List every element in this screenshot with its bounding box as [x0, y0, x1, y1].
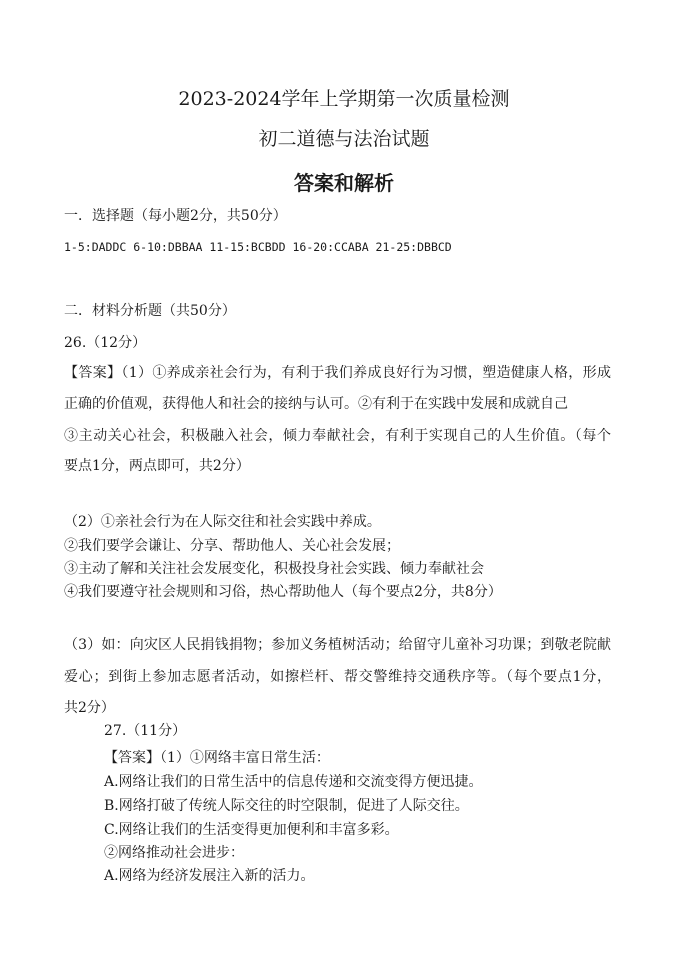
- q27-answer-line: A.网络为经济发展注入新的活力。: [104, 868, 315, 884]
- q27-answer-line: ②网络推动社会进步：: [104, 845, 244, 861]
- q26-answer-line: 爱心；到街上参加志愿者活动，如擦栏杆、帮交警维持交通秩序等。（每个要点1分，: [64, 669, 611, 685]
- exam-subtitle: 初二道德与法治试题: [258, 128, 430, 150]
- q26-answer-line: ③主动关心社会，积极融入社会，倾力奉献社会，有利于实现自己的人生价值。（每个: [64, 428, 611, 444]
- choice-section-title: 一．选择题（每小题2分，共50分）: [64, 208, 287, 224]
- q27-answer-line: 【答案】（1）①网络丰富日常生活：: [104, 750, 330, 766]
- q26-answer-line: ②我们要学会谦让、分享、帮助他人、关心社会发展；: [64, 538, 400, 554]
- material-section-title: 二．材料分析题（共50分）: [64, 303, 236, 319]
- q26-answer-line: 【答案】（1）①养成亲社会行为，有利于我们养成良好行为习惯，塑造健康人格，形成: [64, 365, 611, 381]
- q27-answer-line: A.网络让我们的日常生活中的信息传递和交流变得方便迅捷。: [104, 774, 483, 790]
- exam-title: 2023-2024学年上学期第一次质量检测: [178, 88, 510, 110]
- q26-answer-line: 要点1分，两点即可，共2分）: [64, 458, 250, 474]
- q26-answer-line: （3）如：向灾区人民捐钱捐物；参加义务植树活动；给留守儿童补习功课；到敬老院献: [64, 637, 611, 653]
- q27-answer-line: B.网络打破了传统人际交往的时空限制，促进了人际交往。: [104, 798, 469, 814]
- q26-label: 26.（12分）: [64, 335, 147, 351]
- q26-answer-line: （2）①亲社会行为在人际交往和社会实践中养成。: [64, 514, 381, 530]
- q26-answer-line: 正确的价值观，获得他人和社会的接纳与认可。②有利于在实践中发展和成就自己: [64, 396, 568, 412]
- choice-answers: 1-5:DADDC 6-10:DBBAA 11-15:BCBDD 16-20:CCABA 21-25:DBBCD: [64, 240, 452, 254]
- q26-answer-line: ③主动了解和关注社会发展变化，积极投身社会实践、倾力奉献社会: [64, 561, 484, 577]
- q27-answer-line: C.网络让我们的生活变得更加便利和丰富多彩。: [104, 822, 399, 838]
- q26-answer-line: 共2分）: [64, 700, 115, 716]
- q27-label: 27.（11分）: [104, 723, 187, 739]
- answer-heading: 答案和解析: [294, 171, 394, 195]
- q26-answer-line: ④我们要遵守社会规则和习俗，热心帮助他人（每个要点2分，共8分）: [64, 584, 502, 600]
